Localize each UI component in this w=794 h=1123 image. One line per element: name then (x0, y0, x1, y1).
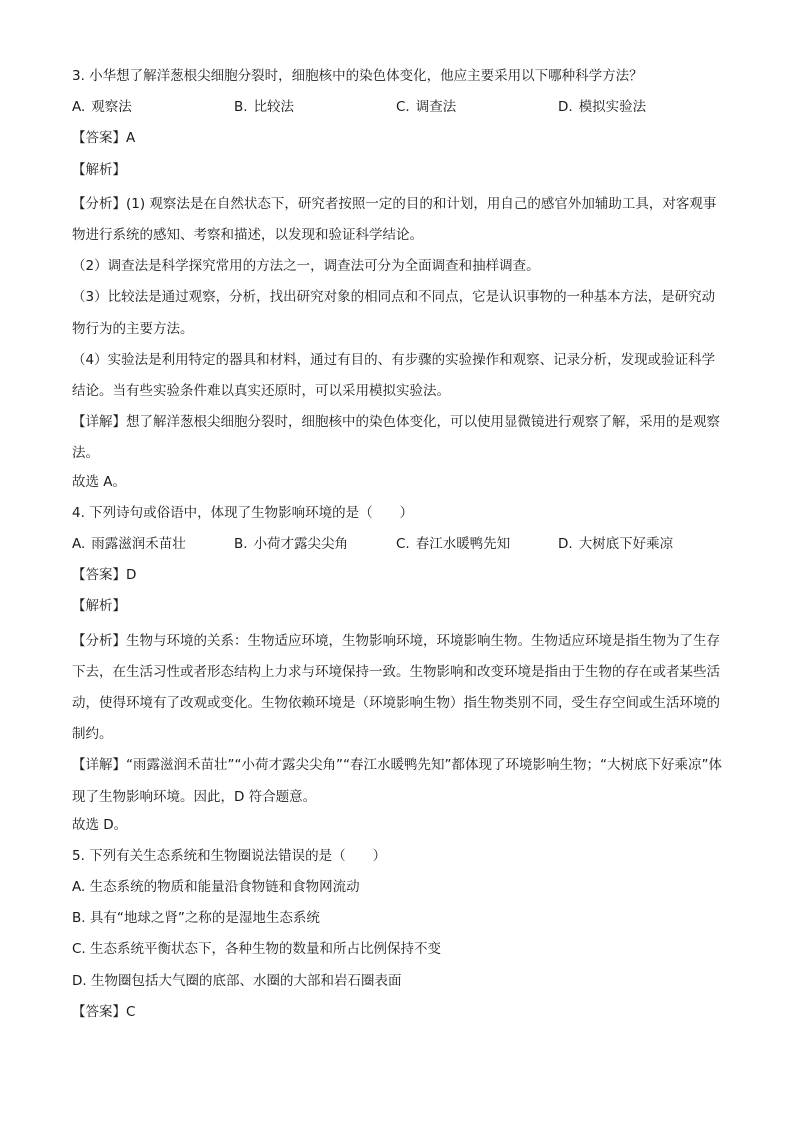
q5-option-b: B. 具有“地球之肾”之称的是湿地生态系统 (72, 910, 320, 927)
q4-answer: 【答案】D (72, 567, 137, 584)
q5-stem: 5. 下列有关生态系统和生物圈说法错误的是（ ） (72, 847, 387, 864)
q4-options (72, 532, 722, 563)
q3-conclusion: 故选 A。 (72, 473, 127, 490)
q4-detail: 【详解】“雨露滋润禾苗壮”“小荷才露尖尖角”“春江水暖鸭先知”都体现了环境影响生物；“大树底下好乘凉”体现了生物影响环境。因此，D 符合题意。 (72, 757, 722, 805)
q4-stem: 4. 下列诗句或俗语中，体现了生物影响环境的是（ ） (72, 504, 414, 521)
q3-stem: 3. 小华想了解洋葱根尖细胞分裂时，细胞核中的染色体变化，他应主要采用以下哪种科学方法？ (72, 68, 643, 84)
q3-detail: 【详解】想了解洋葱根尖细胞分裂时，细胞核中的染色体变化，可以使用显微镜进行观察了解，采用的是观察法。 (72, 414, 720, 462)
q3-options (72, 95, 722, 126)
q3-analysis-p4: （4）实验法是利用特定的器具和材料，通过有目的、有步骤的实验操作和观察、记录分析，发现或验证科学结论。当有些实验条件难以真实还原时，可以采用模拟实验法。 (72, 351, 716, 399)
q5-option-a: A. 生态系统的物质和能量沿食物链和食物网流动 (72, 879, 360, 896)
q3-option-b: B. 比较法 (234, 99, 295, 116)
q5-option-d: D. 生物圈包括大气圈的底部、水圈的大部和岩石圈表面 (72, 972, 402, 989)
q3-analysis-p1: 【分析】(1) 观察法是在自然状态下，研究者按照一定的目的和计划，用自己的感官外加辅助工具，对客观事物进行系统的感知、考察和描述，以发现和验证科学结论。 (72, 195, 717, 243)
q4-analysis-p1: 【分析】生物与环境的关系：生物适应环境，生物影响环境，环境影响生物。生物适应环境是指生物为了生存下去，在生活习性或者形态结构上力求与环境保持一致。生物影响和改变环境是指由于生物的存在或者某些活动，使得环境有了改观或变化。生物依赖环境是（环境影响生物）指生物类别不同，受生存空间或生活环境的制约。 (72, 632, 720, 743)
q4-option-a: A. 雨露滋润禾苗壮 (72, 535, 186, 552)
q4-analysis-heading: 【解析】 (72, 598, 126, 615)
q4-option-b: B. 小荷才露尖尖角 (234, 535, 349, 552)
q5-answer: 【答案】C (72, 1003, 136, 1020)
q4-option-c: C. 春江水暖鸭先知 (396, 535, 511, 552)
q5-option-c: C. 生态系统平衡状态下，各种生物的数量和所占比例保持不变 (72, 941, 442, 958)
q3-analysis-heading: 【解析】 (72, 161, 126, 178)
document-page (72, 64, 722, 1031)
q3-analysis-p3: （3）比较法是通过观察，分析，找出研究对象的相同点和不同点，它是认识事物的一种基本方法，是研究动物行为的主要方法。 (72, 289, 716, 337)
q4-conclusion: 故选 D。 (72, 816, 128, 833)
q3-option-c: C. 调查法 (396, 99, 457, 116)
q3-option-a: A. 观察法 (72, 99, 132, 116)
q3-option-d: D. 模拟实验法 (558, 99, 647, 116)
q3-answer: 【答案】A (72, 130, 136, 147)
q4-option-d: D. 大树底下好乘凉 (558, 535, 674, 552)
q3-analysis-p2: （2）调查法是科学探究常用的方法之一，调查法可分为全面调查和抽样调查。 (72, 258, 540, 275)
